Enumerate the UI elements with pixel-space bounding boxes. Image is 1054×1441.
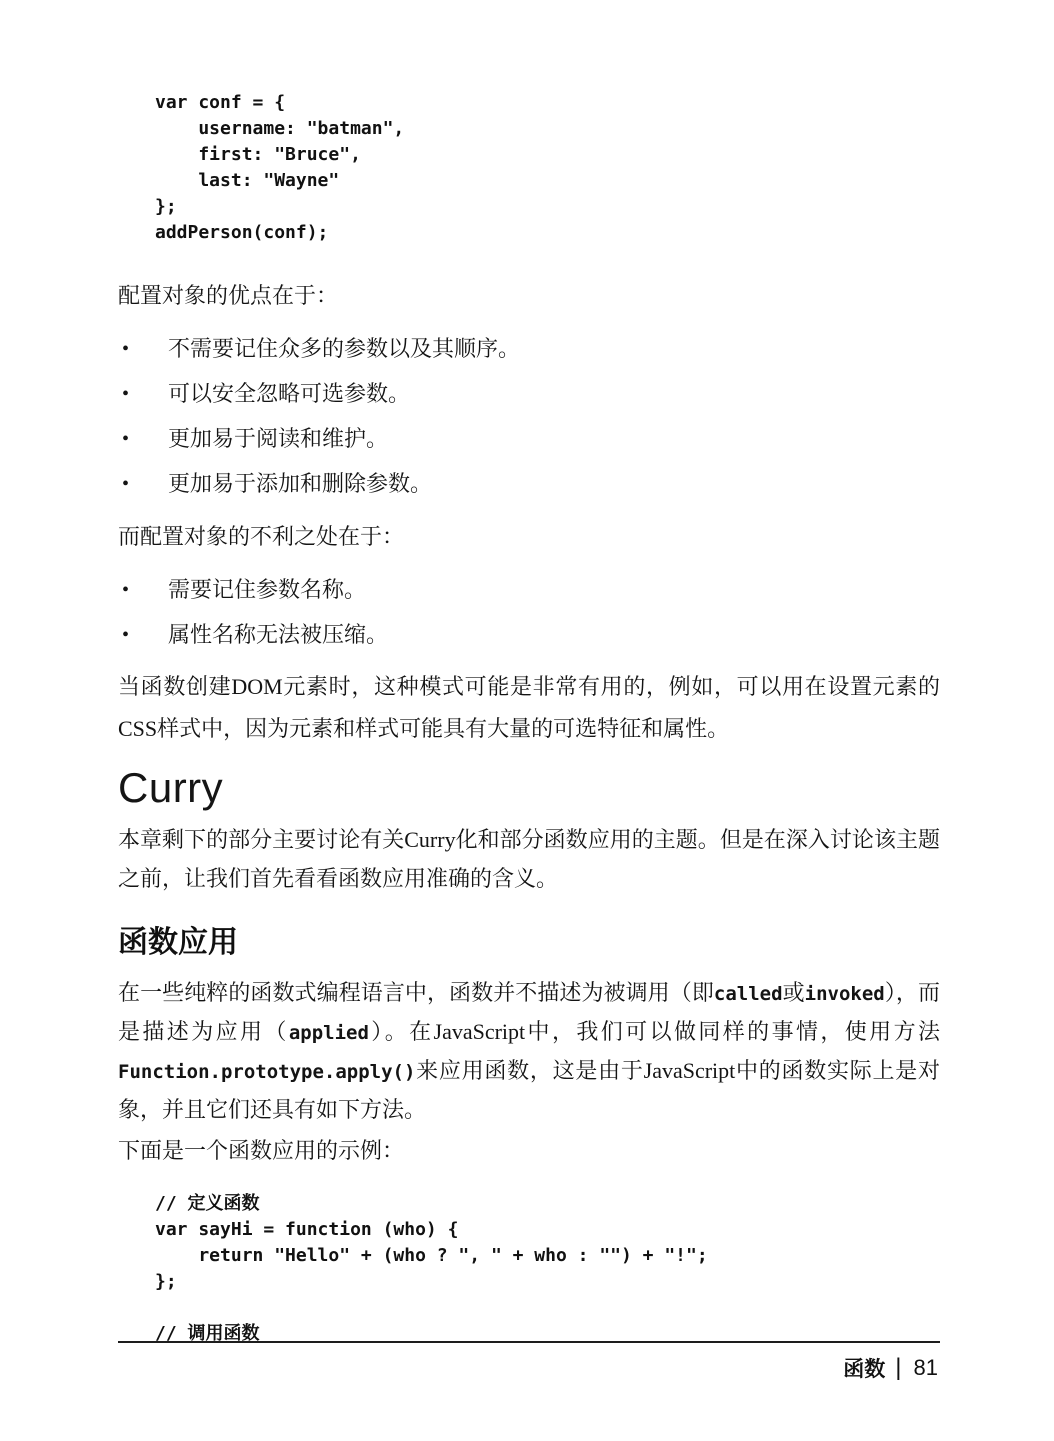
footer-chapter-label: 函数 (843, 1358, 886, 1381)
function-application-heading: 函数应用 (118, 926, 238, 959)
advantages-list (118, 334, 940, 499)
bullet-icon: • (122, 624, 130, 646)
list-item-text: 需要记住参数名称。 (168, 577, 367, 602)
code-line: addPerson(conf); (155, 222, 329, 243)
text-run: 在一些纯粹的函数式编程语言中，函数并不描述为被调用（即 (118, 980, 714, 1005)
list-item (118, 379, 940, 409)
advantages-intro-paragraph: 配置对象的优点在于： (118, 283, 339, 308)
code-line: }; (155, 196, 177, 217)
list-item-text: 更加易于添加和删除参数。 (168, 471, 433, 496)
inline-code: applied (288, 1022, 369, 1044)
bullet-icon: • (122, 383, 130, 405)
curry-section-heading: Curry (118, 764, 224, 811)
footer-separator: | (895, 1354, 902, 1381)
list-item-text: 不需要记住众多的参数以及其顺序。 (168, 336, 521, 361)
code-line: username: "batman", (155, 118, 405, 139)
page-footer (118, 1341, 940, 1383)
bullet-icon: • (122, 473, 130, 495)
curry-intro-paragraph: 本章剩下的部分主要讨论有关Curry化和部分函数应用的主题。但是在深入讨论该主题之前，让我们首先看看函数应用准确的含义。 (118, 827, 940, 891)
code-line (155, 1295, 940, 1321)
page-content (118, 0, 940, 1347)
function-application-paragraph (118, 974, 940, 1129)
footer-page-number: 81 (913, 1355, 938, 1380)
inline-code: invoked (804, 983, 885, 1005)
code-line: last: "Wayne" (155, 170, 340, 191)
text-run: ）。在JavaScript中，我们可以做同样的事情，使用方法 (368, 1019, 940, 1044)
disadvantages-list (118, 575, 940, 650)
text-run: 来应用函数，这是由于JavaScript中的函数实际上是对象，并且它们还具有如下方法。 (118, 1058, 940, 1122)
bullet-icon: • (122, 338, 130, 360)
code-line: // 调用函数 (155, 1323, 260, 1344)
list-item (118, 620, 940, 650)
list-item (118, 469, 940, 499)
list-item (118, 334, 940, 364)
text-run: ），而是描述为应用（ (118, 980, 940, 1044)
disadvantages-intro-paragraph: 而配置对象的不利之处在于： (118, 524, 405, 549)
bullet-icon: • (122, 428, 130, 450)
code-block-conf-object (155, 90, 940, 246)
code-line: var conf = { (155, 92, 286, 113)
code-line: var sayHi = function (who) { (155, 1219, 459, 1240)
bullet-icon: • (122, 579, 130, 601)
example-intro-paragraph: 下面是一个函数应用的示例： (118, 1138, 405, 1163)
list-item (118, 424, 940, 454)
dom-pattern-paragraph: 当函数创建DOM元素时，这种模式可能是非常有用的，例如，可以用在设置元素的CSS样式中，因为元素和样式可能具有大量的可选特征和属性。 (118, 674, 940, 741)
list-item-text: 更加易于阅读和维护。 (168, 426, 389, 451)
list-item-text: 可以安全忽略可选参数。 (168, 381, 411, 406)
inline-code: called (713, 983, 783, 1005)
code-line: // 定义函数 (155, 1193, 260, 1214)
inline-code: Function.prototype.apply() (118, 1061, 416, 1083)
list-item-text: 属性名称无法被压缩。 (168, 622, 389, 647)
code-line: }; (155, 1271, 177, 1292)
code-block-sayhi-function (155, 1191, 940, 1347)
list-item (118, 575, 940, 605)
code-line: return "Hello" + (who ? ", " + who : "") + "!"; (155, 1245, 708, 1266)
text-run: 或 (782, 980, 805, 1005)
code-line: first: "Bruce", (155, 144, 361, 165)
